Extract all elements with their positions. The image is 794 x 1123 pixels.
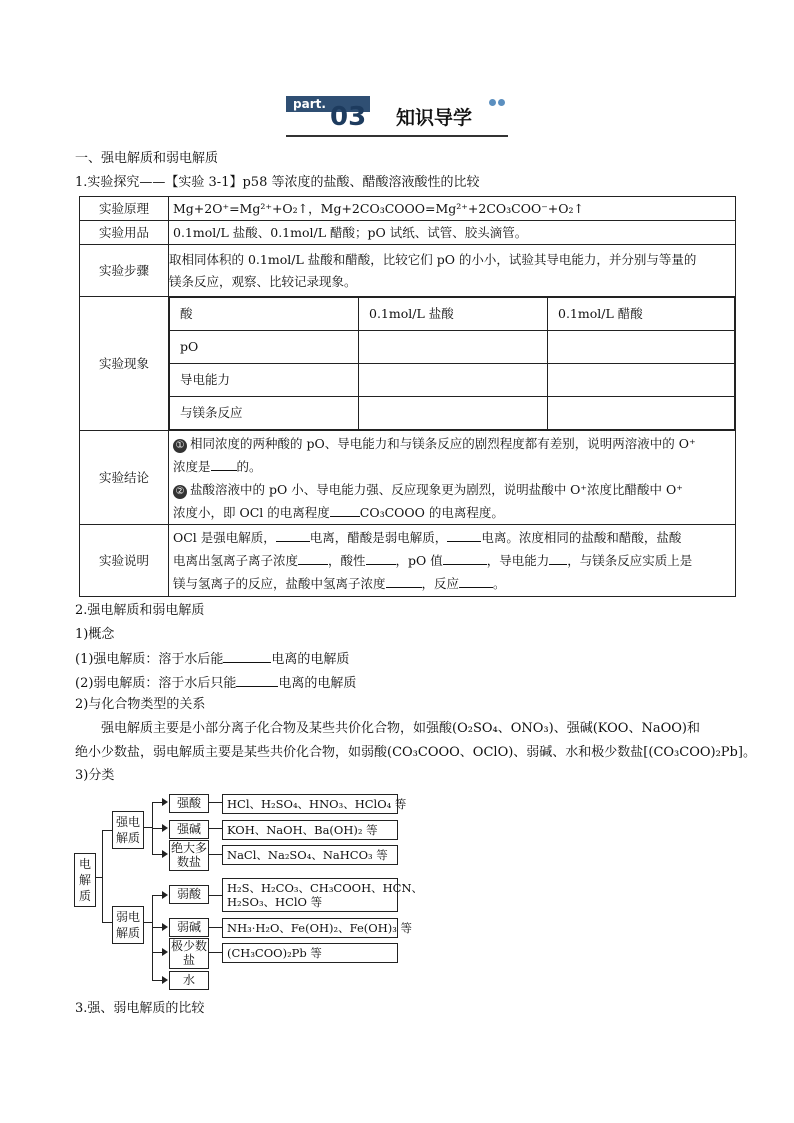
fill-blank[interactable]: [223, 649, 271, 663]
note-text: OCl 是强电解质，: [173, 530, 276, 545]
section2-title: 2.强电解质和弱电解质: [75, 603, 205, 618]
col-header: 酸: [170, 298, 359, 331]
blank-cell: [548, 364, 735, 397]
concept-heading: 1)概念: [75, 627, 115, 642]
note-text: ，pO 值: [395, 553, 443, 568]
row-header: 与镁条反应: [170, 397, 359, 430]
fill-blank[interactable]: [459, 574, 493, 588]
note-text: 电离，醋酸是弱电解质，: [309, 530, 448, 545]
section3-title: 3.强、弱电解质的比较: [75, 1001, 205, 1016]
relation-heading: 2)与化合物类型的关系: [75, 697, 206, 712]
most-salts-box: 绝大多数盐: [170, 841, 207, 869]
fill-blank[interactable]: [298, 551, 328, 565]
weak-base-examples: NH₃·H₂O、Fe(OH)₂、Fe(OH)₃ 等: [222, 918, 398, 938]
note-text: ，反应: [421, 576, 460, 591]
principle-content: Mg+2O⁺=Mg²⁺+O₂↑，Mg+2CO₃COOO=Mg²⁺+2CO₃COO⁻+O₂↑: [169, 197, 736, 221]
note-text: 电离。浓度相同的盐酸和醋酸，盐酸: [481, 530, 682, 545]
strong-acid-examples: HCl、H₂SO₄、HNO₃、HClO₄ 等: [222, 794, 398, 814]
decorative-dots-icon: [489, 95, 507, 110]
relation-para2: 绝小少数盐，弱电解质主要是某些共价化合物，如弱酸(CO₃COOO、OClO)、弱碱、水和极少数盐[(CO₃COO)₂Pb]。: [75, 745, 756, 760]
strong-base-examples: KOH、NaOH、Ba(OH)₂ 等: [222, 820, 398, 840]
weak-base-box: 弱碱: [169, 918, 209, 937]
fill-blank[interactable]: [366, 551, 396, 565]
fill-blank[interactable]: [443, 551, 487, 565]
section1-title: 一、强电解质和弱电解质: [75, 151, 219, 166]
observation-table: [169, 297, 735, 430]
weak-acid-box: 弱酸: [169, 885, 209, 904]
experiment-table: [79, 196, 736, 597]
blank-cell: [548, 397, 735, 430]
fill-blank[interactable]: [549, 551, 567, 565]
few-salts-box: 极少数盐: [170, 939, 207, 967]
few-salts-examples: (CH₃COO)₂Pb 等: [222, 943, 398, 963]
steps-line1: 取相同体积的 0.1mol/L 盐酸和醋酸，比较它们 pO 的小小，试验其导电能力，并分别与等量的: [169, 251, 697, 267]
strong-box: 强电解质: [112, 811, 144, 849]
most-salts-examples: NaCl、Na₂SO₄、NaHCO₃ 等: [222, 845, 398, 865]
fill-blank[interactable]: [276, 528, 310, 542]
row-label: 实验说明: [80, 525, 169, 597]
note-text: ，与镁条反应实质上是: [567, 553, 693, 568]
row-label: 实验结论: [80, 431, 169, 525]
fill-blank[interactable]: [386, 574, 422, 588]
conclusion-line4: 浓度小，即 OCl 的电离程度: [173, 504, 330, 520]
root-box: 电解质: [74, 853, 96, 907]
relation-para1: 强电解质主要是小部分离子化合物及某些共价化合物，如强酸(O₂SO₄、ONO₃)、强碱(KOO、NaOO)和: [101, 721, 700, 736]
note-text: 镁与氢离子的反应，盐酸中氢离子浓度: [173, 576, 386, 591]
blank-cell: [548, 331, 735, 364]
strong-base-box: 强碱: [169, 820, 209, 839]
fill-blank[interactable]: [211, 457, 237, 471]
number-one-icon: ①: [173, 439, 187, 453]
header-part-label: part.: [293, 97, 326, 111]
col-header: 0.1mol/L 醋酸: [548, 298, 735, 331]
row-label: 实验用品: [80, 221, 169, 245]
blank-cell: [359, 364, 548, 397]
page-title: 知识导学: [396, 107, 473, 129]
note-text: ，导电能力: [486, 553, 550, 568]
row-label: 实验步骤: [80, 245, 169, 297]
weak-box: 弱电解质: [112, 906, 144, 944]
header-number: 03: [330, 102, 367, 132]
conclusion-line1: 相同浓度的两种酸的 pO、导电能力和与镁条反应的剧烈程度都有差别，说明两溶液中的 O⁺: [190, 435, 696, 451]
row-header: pO: [170, 331, 359, 364]
steps-line2: 镁条反应，观察、比较记录现象。: [169, 273, 357, 289]
weak-acid-line2: H₂SO₃、HClO 等: [227, 895, 323, 909]
row-header: 导电能力: [170, 364, 359, 397]
weak-acid-line1: H₂S、H₂CO₃、CH₃COOH、HCN、: [227, 881, 424, 895]
row-label: 实验原理: [80, 197, 169, 221]
strong-def-end: 电离的电解质: [271, 652, 350, 667]
conclusion-line2-end: 的。: [236, 458, 262, 474]
water-box: 水: [169, 971, 209, 990]
fill-blank[interactable]: [447, 528, 481, 542]
strong-acid-box: 强酸: [169, 794, 209, 813]
weak-def-end: 电离的电解质: [278, 676, 357, 691]
note-text: 电离出氢离子离子浓度: [173, 553, 299, 568]
weak-acid-examples: [222, 878, 424, 912]
number-two-icon: ②: [173, 485, 187, 499]
conclusion-line3: 盐酸溶液中的 pO 小、导电能力强、反应现象更为剧烈，说明盐酸中 O⁺浓度比醋酸中 O⁺: [190, 481, 683, 497]
blank-cell: [359, 331, 548, 364]
materials-content: 0.1mol/L 盐酸、0.1mol/L 醋酸；pO 试纸、试管、胶头滴管。: [169, 221, 736, 245]
classification-heading: 3)分类: [75, 768, 115, 783]
conclusion-line4-end: CO₃COOO 的电离程度。: [359, 504, 504, 520]
strong-def: (1)强电解质：溶于水后能: [75, 652, 224, 667]
note-text: 。: [493, 576, 506, 591]
weak-def: (2)弱电解质：溶于水后只能: [75, 676, 237, 691]
fill-blank[interactable]: [236, 673, 278, 687]
conclusion-line2: 浓度是: [173, 458, 211, 474]
note-text: ，酸性: [328, 553, 366, 568]
row-label: 实验现象: [80, 297, 169, 431]
section1-sub1: 1.实验探究——【实验 3-1】p58 等浓度的盐酸、醋酸溶液酸性的比较: [75, 175, 480, 190]
blank-cell: [359, 397, 548, 430]
fill-blank[interactable]: [330, 503, 360, 517]
col-header: 0.1mol/L 盐酸: [359, 298, 548, 331]
header-underline: [286, 135, 508, 137]
